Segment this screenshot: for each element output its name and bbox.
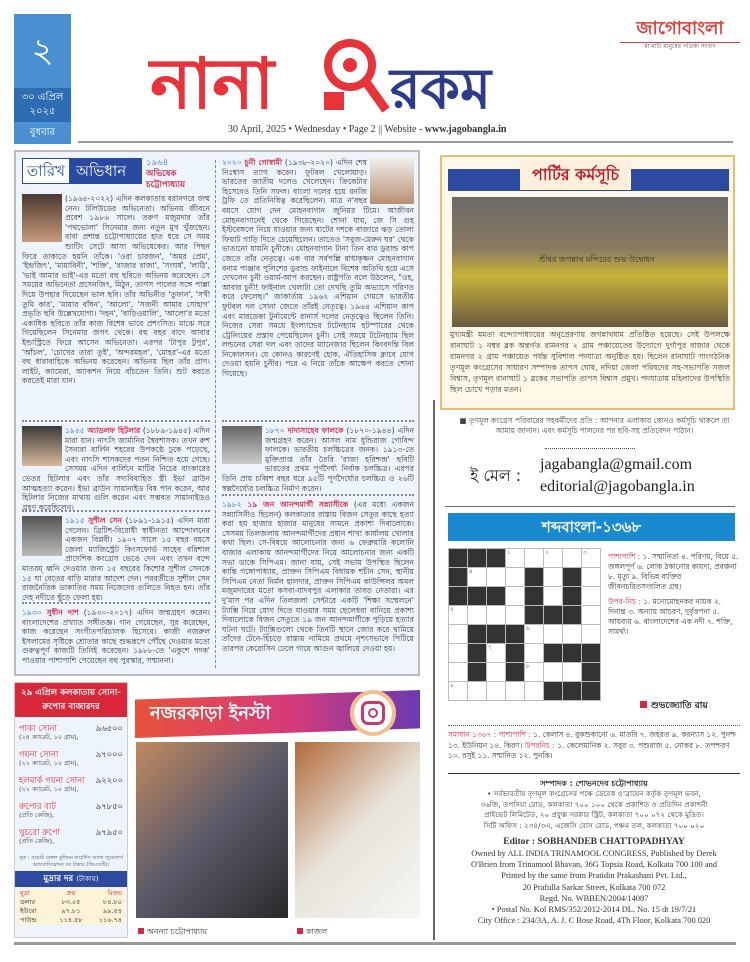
photo-float <box>367 158 414 205</box>
dateline <box>228 124 506 136</box>
imprint-line: Regd. No. WBBEN/2004/14087 <box>539 893 649 903</box>
gold-row <box>19 775 123 793</box>
crossword-cell[interactable]: ৫ <box>449 606 467 624</box>
entry-year: ১৯৪৫ <box>65 426 85 435</box>
imprint-line: • Postal No. Kol RMS/352/2012-2014 DL. No. 15 dt 19/7/21 <box>491 905 697 915</box>
entry-years: (১৮৭০-১৯৪৪) <box>346 426 395 435</box>
page-number-box <box>14 14 71 144</box>
bullet-square-icon <box>640 701 647 708</box>
crossword-black-cell <box>468 549 486 567</box>
email-label: ই মেল : <box>470 466 522 485</box>
gold-row <box>19 827 123 845</box>
crossword-cell[interactable] <box>449 625 467 643</box>
divider <box>22 510 210 512</box>
crossword-cell[interactable] <box>544 587 562 605</box>
down-clues: ১. মনোমোহনকর নায়ক ২. দিনান্ত ৩. অন্যায় আচরণ, দুর্বৃত্তপনা ৫. আয়ব্যয় ৬. বাংলাদেশের এক নদী ৭. শক্তি, সামর্থ্য। <box>608 597 733 636</box>
crossword-cell[interactable] <box>506 568 524 586</box>
cell: ডলার <box>20 898 36 906</box>
banner-text: শ্রীধর জগন্নাথ মন্দিরের শুভ উদ্বোধন <box>539 255 655 264</box>
crossword-title: শব্দবাংলা-১৩৬৮ <box>448 513 735 541</box>
imprint-line: O'Brien from Trinamool Bhavan, 36G Topsia Road, Kolkata 700 100 and <box>471 860 717 870</box>
solution-down-label: উপরনিচ : <box>524 740 555 750</box>
entry-body: (এর মধ্যে একজন সন্ন্যাসিনীও ছিলেন) কলকাতার রাস্তায় বিজন সেতুর কাছে হত্যা করা হয় হাজার হাজার মানুষের সামনে প্রকাশ্য দিবালোকে। সেসময় তিলজলায় আনন্দমার্গীদের প্রধান শাখা কার্যালয় খোলার কথা ছিল। সে-বিষয়ে আলোচনার জন্য ৬ ফেব্রুয়ারি কলোনি বাজার এলাকায় আনন্দমার্গীদের নিয়ে আলোচনার জন্য একটি সভা ডাকে সিপিএম। জানা যায়, সেই সভায় উপস্থিত ছিলেন কান্তি গঙ্গোপাধ্যায়, প্রাক্তন সিপিএম বিধায়ক শচীন সেন, স্থানীয় সিপিএম নেতা নির্মল হালদার, প্রাক্তন সিপিএম কাউন্সিলর অমল মজুমদারের মতো কসবা-যাদবপুর এলাকার তাবড় নেতারা। এর দু'মাস পর এদিন তিলজলা সেন্টারে একটি 'শিক্ষা সম্মেলনে' ট্যাক্সি নিয়ে যোগ দিতে যাওয়ার সময় ছেলেধরা বানিয়ে প্রকাশ্য দিবালোকে বিজন সেতুতে ১৯ জন আনন্দমার্গীকে পুড়িয়ে হত্যার ঘটনা ঘটে। ট্যাক্সিগুলো থেকে তিনটি স্থানে জোর করে থামিয়ে তাঁদের টেনে-হিঁচড়ে রাস্তায় নামিয়ে প্রথমে নৃশংসভাবে পিটিয়ে তারপর কেরোসিন ঢেলে গায়ে আগুন জ্বালিয়ে দেওয়া হয়। <box>222 500 414 653</box>
cell: ৮৩.০৫ <box>61 898 81 906</box>
divider <box>22 602 210 604</box>
entry-body: (১৯৬৪-২০২২) এদিন কলকাতার বরানগরে জন্ম নেন। টলিউডের অভিনেতা। অভিনয় জীবনে প্রবেশ ১৯৮৬ সালে। তরুণ মজুমদার তাঁর 'পথভোলা' সিনেমার জন্য নতুন মুখ খুঁজছেন। বাবা প্রশান্ত চট্টোপাধ্যায়ের হাত ধরে সে সময় শ্যুটিং সেটে আসা অভিষেকের। আর পিছন ফিরে তাকাতে হয়নি তাঁকে। 'ওরা চারজন', 'অমর প্রেম', 'ইন্দ্রজিৎ', 'মায়াবিনী', 'শক্তি', 'রাজার রাজা', 'সংঘর্ষ', 'লাঠি', 'ভাই আমার ভাই'-এর মতো বহু ছবিতে অভিনয় করেছেন। সে সময়ের অভিনেতা প্রসেনজিৎ, মিঠুন, তাপস পালের সঙ্গে পাল্লা দিয়ে উপহার দিয়েছেন ভাল ছবি। তাঁর অভিনীত 'তুফান', 'সখী তুমি কার', 'মায়ার বাঁধন', 'আলো', 'সজনী আমার সোহাগ' প্রভৃতি ছবি উল্লেখযোগ্য। 'দহন', 'বাড়িওয়ালি', 'আলো'র মতো একাধিক ছবিতে তাঁর কাজ বিশেষ ভাবে প্রশংসিত। মাঝে সরে গিয়েছিলেন সিনেমার জগৎ থেকে। বহু বছর বাদে আবার ইন্ডাস্ট্রিতে ফিরে আসেন অভিনেতা। এরপর 'টাপুর টুপুর', 'আঁচল', 'চোখের তারা তুই', 'অন্দরমহল', 'মোহর'-এর মতো বহু ধারাবাহিকে অভিনয় করেছেন। অভিনয় ছিল তাঁর প্রাণ। লাইট, ক্যামেরা, অ্যাকশন নিয়ে বাঁচতেন তিনি। শুট করতে করতেই মারা যান। <box>22 194 210 386</box>
crossword-cell[interactable]: ৬ <box>525 625 543 643</box>
cell: ১১৬.৭৪ <box>98 916 122 924</box>
party-caption: মুখ্যমন্ত্রী মমতা বন্দ্যোপাধ্যায়ের অনুপ্রেরণায় জগন্নাথধাম প্রতিষ্ঠিত হয়েছে। সেই উপলক্ষে রানাঘাট ১ নম্বর ব্লক অন্তর্গত রামনগর ২ গ্রাম পঞ্চায়েতের উদ্যোগে দুর্গাপুর বাজার থেকে রামনগর ২ গ্রাম পঞ্চায়েত পর্যন্ত সুবিশাল পদযাত্রা অনুষ্ঠিত হয়। ছিলেন রানাঘাট সাংগঠনিক তৃণমূল কংগ্রেসের সাধারণ সম্পাদক তাপস ঘোষ, নদিয়া জেলা পরিষদের সহ-সভাপতি সজল বিশ্বাস, তৃণমূল রানাঘাট ১ ব্লকের সভাপতি তাপস বিশ্বাস প্রমুখ। পদযাত্রায় মহিলাদের উপস্থিতি ছিল চোখে পড়ার মতন। <box>450 330 730 394</box>
item-name: খুচরো রুপো <box>19 827 60 837</box>
entry-years: (১৯৩৮-২০২০) <box>284 158 334 167</box>
currency-table <box>17 889 125 925</box>
imprint-line: • সর্বভারতীয় তৃণমূল কংগ্রেসের পক্ষে ডেরেক ও'ব্রায়েন কর্তৃক তৃণমূল ভবন, <box>487 789 701 798</box>
currency-header <box>17 889 125 898</box>
instagram-icon <box>350 690 396 736</box>
history-section-title <box>22 158 142 184</box>
crossword-cell[interactable] <box>506 606 524 624</box>
cell: ৯৭.৮১ <box>61 907 81 915</box>
brand-logo <box>620 18 740 54</box>
calendar-icon <box>324 92 344 110</box>
entry-name: সুশীল সেন <box>88 516 123 525</box>
imprint-line: Owned by ALL INDIA TRINAMOOL CONGRESS, Published by Derek <box>471 849 717 858</box>
crossword-cell[interactable]: ৯ <box>449 682 467 700</box>
entry-body: এদিন মারা যান। নাৎসি জার্মানির স্বৈরশাসক। তখন রুশ সৈন্যরা বার্লিন শহরের উপকণ্ঠে ঢুকে পড়েছে, এবং নাৎসি শাসকদের পতন নিশ্চিত হয়ে গেছে। সেসময় এদিন বার্লিনে মাটির নিচের বাংকারের ভেতর হিটলার এবং তাঁর সদ্যবিবাহিত স্ত্রী ইভা ব্রাউন আত্মহত্যা করেন। ইভা ব্রাউন সায়ানাইড বিষ পান করেন, আর হিটলার নিজের মাথায় গুলি করেন এবং সম্ভবত সায়ানাইডও গ্রহণ করেছিলেন। <box>22 426 211 512</box>
date-bengali: ৩০ এপ্রিল ২০২৫ <box>14 88 71 122</box>
caption-text: অনন্যা চট্টোপাধ্যায় <box>147 927 208 936</box>
crossword-black-cell <box>563 587 581 605</box>
entry-1870 <box>222 426 415 493</box>
entry-body: এদিন জন্মগ্রহণ করেন। আসল নাম ধুন্ডিরাজ গোবিন্দ ফালকে। ভারতীয় চলচ্চিত্রের জনক। ১৯১৩-তে মুক্তিপ্রাপ্ত তাঁর তৈরি 'রাজা হরিশ্চন্দ্র' ছবিটি ভারতের প্রথম পূর্ণদৈর্ঘ্য নির্বাক চলচ্চিত্র। এরপর তিনি প্রায় চব্বিশ বছর ধরে ৯৫টি পূর্ণদৈর্ঘ্যের চলচ্চিত্র ও ২৬টি স্বল্পদৈর্ঘ্যের চলচ্চিত্র নির্মাণ করেন। <box>222 426 415 493</box>
crossword-black-cell <box>582 644 600 662</box>
day-bengali: বুধবার <box>29 127 56 138</box>
entry-1915 <box>22 516 211 602</box>
crossword-cell[interactable]: ১ <box>506 549 524 567</box>
crossword-black-cell <box>468 625 486 643</box>
crossword-black-cell <box>468 644 486 662</box>
email-link[interactable]: jagabangla@gmail.com <box>540 456 693 473</box>
logo-text-part2: রকম <box>390 57 492 122</box>
crossword-black-cell <box>563 606 581 624</box>
insta-caption-1 <box>138 926 207 937</box>
email-block <box>470 452 740 502</box>
across-clues: ১. সম্মানিতা ৪. পরিণয়, বিয়ে ৫. জঙ্গলপূর্ণ ৬. লোক ঠকানোর কায়দা, প্রবঞ্চনা ৮. মৃত্যু ৯. বিভিন্ন ব্যক্তির জীবনচরিতসংবলিত গ্রন্থ। <box>608 552 739 591</box>
item-spec: (২২ ক্যারেট, ১০ গ্রাম), <box>19 759 79 767</box>
entry-year: ১৯৩০ <box>22 608 42 617</box>
currency-title <box>15 871 127 887</box>
divider <box>222 420 414 422</box>
title-right: অভিধান <box>70 158 142 184</box>
currency-row <box>17 916 125 925</box>
entry-body: এদিন মারা গেলেন। ব্রিটিশ-বিরোধী স্বাধীনতা আন্দোলনের একজন বিপ্লবী। ১৯০৭ সালে ১৫ বছর বয়সে জেলা ম্যাজিস্ট্রেট কিংসফোর্ড সাহেব বরিশাল প্রাদেশিক কংগ্রেস ভেঙে দেন এবং তখন বন্দে মাতরম্ ধ্বনি দেওয়ার জন্য ১৫ বছরের কিশোর সুশীল সেনকে ১৫ ঘা বেতের বাড়ি মারার আদেশ দেন। পরবর্তীতে সুশীল সেন রাজনৈতিক ডাকাতির সময় নিজেদের গুলিতে নিহত হন। তাঁর দেহ নদীতে ছুঁড়ে ফেলা হয়। <box>22 516 211 602</box>
crossword-black-cell <box>563 644 581 662</box>
item-price: ৯৬৫০০ <box>95 723 123 733</box>
entry-name: সুধীন দাশ <box>46 608 79 617</box>
header-cell: মুদ্রা <box>20 889 30 897</box>
crossword-black-cell <box>487 587 505 605</box>
entry-1964-heading <box>146 158 212 191</box>
header-cell: ক্রয় <box>66 889 76 897</box>
crossword-black-cell <box>525 587 543 605</box>
editor-bn: সম্পাদক : শোভনদেব চট্টোপাধ্যায় <box>540 779 648 788</box>
crossword-black-cell <box>544 682 562 700</box>
entry-2020 <box>222 158 414 416</box>
item-spec: (প্রতি কেজি), <box>19 811 55 819</box>
eye-magnifier-icon <box>324 43 386 110</box>
column-rule <box>433 400 435 940</box>
item-spec: (প্রতি কেজি), <box>19 837 55 845</box>
item-price: ৯৭০০০ <box>95 749 123 759</box>
gold-row <box>19 801 123 819</box>
crossword-cell[interactable]: ৭ <box>487 644 505 662</box>
insta-photo-1 <box>136 742 288 918</box>
logo-text-part1: নানা <box>150 43 275 125</box>
brand-tagline: মা মাটি মানুষের পত্রিকা সংবাদ <box>620 42 740 51</box>
crossword-cell[interactable] <box>487 682 505 700</box>
crossword-black-cell <box>449 568 467 586</box>
solution-down: ১. কেলেমানিক ২. সবুর ৩. পশুরাজ ৫. নোকর ৮. তপশ্চরণ ১০. রসুই ১১. সম্মানিত ১২. পুনকি। <box>448 740 730 760</box>
entry-year: ২০২০ <box>222 158 242 167</box>
entry-year: ১৯১৫ <box>65 516 85 525</box>
item-name: গয়না সোনা <box>19 749 59 759</box>
crossword-black-cell <box>487 625 505 643</box>
crossword-cell[interactable] <box>582 587 600 605</box>
imprint-line: ৩৬জি, তপসিয়া রোড, কলকাতা ৭০০ ১০০ থেকে প্রকাশিত ও প্রতিদিন প্রকাশনী <box>480 799 708 809</box>
crossword-black-cell <box>506 625 524 643</box>
entry-year: ১৯৬৪ <box>146 158 169 168</box>
entry-year: ১৮৭০ <box>265 426 285 435</box>
imprint-line: Printed by the same from Pratidin Prakashani Pvt. Ltd., <box>501 871 687 881</box>
cell: ৯৯.৫৪ <box>103 907 122 915</box>
crossword-cell[interactable] <box>468 682 486 700</box>
crossword-cell[interactable]: ৮ <box>525 663 543 681</box>
crossword-black-cell <box>582 663 600 681</box>
divider <box>545 448 635 449</box>
dateline-text: 30 April, 2025 • Wednesday • Page 2 || Website - <box>228 124 425 135</box>
crossword-black-cell <box>525 606 543 624</box>
crossword-cell[interactable] <box>506 587 524 605</box>
editor-en: Editor : SOBHANDEB CHATTOPADHYAY <box>503 837 685 847</box>
header-cell: বিক্রয় <box>107 889 122 897</box>
item-price: ৯৭৯৫০ <box>95 827 123 837</box>
crossword-cell[interactable] <box>544 663 562 681</box>
imprint-line: সিটি অফিস : ২৩৪/৩এ, এজেসি বোস রোড, পঞ্চম তল, কলকাতা ৭০০ ০২০ <box>483 820 705 830</box>
item-name: রুপোর বাট <box>19 801 56 811</box>
entry-years: (১৯৩০-২০১৭) <box>83 608 132 617</box>
crossword-cell[interactable] <box>449 663 467 681</box>
entry-years: (১৮৯১-১৯১৫) <box>125 516 174 525</box>
crossword-cell[interactable] <box>582 625 600 643</box>
bullet-square-icon <box>297 928 303 934</box>
section-logo <box>150 20 530 125</box>
crossword-cell[interactable] <box>544 625 562 643</box>
entry-name: অভিষেক চট্টোপাধ্যায় <box>146 169 186 190</box>
party-programme-box <box>440 155 735 410</box>
imprint-line: প্রাইভেট লিমিটেড, ২০ প্রফুল্ল সরকার স্ট্রিট, কলকাতা ৭০০ ০৭২ থেকে মুদ্রিত। <box>484 810 704 819</box>
currency-title-text: মুদ্রার দর <box>43 874 74 884</box>
crossword-cell[interactable] <box>563 549 581 567</box>
entry-name: দাদাসাহেব ফালকে <box>287 426 344 435</box>
currency-row <box>17 907 125 916</box>
crossword-grid[interactable] <box>448 548 601 701</box>
entry-years: (১৮৮৯-১৯৪৫) <box>142 426 191 435</box>
cell: ৮৪.৮০ <box>103 898 122 906</box>
crossword-cell[interactable] <box>468 606 486 624</box>
crossword-cell[interactable] <box>582 568 600 586</box>
divider <box>222 494 414 496</box>
gold-rates-box <box>14 682 128 938</box>
page-number: ২ <box>31 31 54 71</box>
entry-1945 <box>22 426 211 512</box>
divider <box>448 725 740 726</box>
cell: পাউন্ড <box>20 916 37 924</box>
crossword-black-cell <box>468 663 486 681</box>
column-divider <box>215 160 216 668</box>
item-price: ৯৭৮৫০ <box>95 801 123 811</box>
crossword-cell[interactable] <box>487 606 505 624</box>
crossword-cell[interactable] <box>525 644 543 662</box>
bottom-rule <box>14 942 736 945</box>
crossword-cell[interactable] <box>563 663 581 681</box>
crossword-clues <box>608 552 740 637</box>
imprint-line: 20 Prafulla Sarkar Street, Kolkata 700 072 <box>522 882 666 892</box>
crossword-cell[interactable]: ৪ <box>468 568 486 586</box>
crossword-cell[interactable] <box>525 549 543 567</box>
crossword-cell[interactable]: ৩ <box>582 549 600 567</box>
insta-caption-2 <box>297 926 327 937</box>
crossword-solution <box>448 730 740 762</box>
caption-text: কাজল <box>306 927 328 936</box>
crossword-black-cell <box>449 549 467 567</box>
brand-name: জাগোবাংলা <box>636 18 724 39</box>
insta-title: নজরকাড়া ইনস্টা <box>150 703 271 724</box>
entry-body: এদিন শেষ নিঃশ্বাস ত্যাগ করেন। ফুটবল খেলোয়াড়। ভারতের জাতীয় দলেও খেলেছেন। ক্রিকেটার হিসেবেও তিনি সফল। বাংলা দলের হয়ে রনজি ট্রফি তে প্রতিনিধিত্ব করেছিলেন। মাত্র ন'বছর বয়সে যোগ দেন মোহনবাগান জুনিয়র টিমে। আজীবন মোহনবাগানেই থেকে গিয়েছেন। শোনা যায়, জে সি গুহ ইস্টবেঙ্গলে নিয়ে যাওয়ার জন্য ষাটের দশকে বাজারে ঝড় তোলা ফিয়াট গাড়ি দিতে চেয়েছিলেন। তাতেও 'সবুজ-মেরুন ঘর' থেকে ভাঙানো যায়নি চুনীকে। মোহনবাগান টানা তিন বার ডুরান্ড কাপ জেতে তাঁর নেতৃত্বে। এক বার সর্বপল্লি রাধাকৃষ্ণন মোহনবাগান বনাম পাঞ্জাব পুলিশের ডুরান্ড ফাইনালে বিশেষ অতিথি হয়ে এসে দেখলেন চুনী ওয়ার্ম-আপ করছেন। রাষ্ট্রপতি বলে উঠলেন, "ওহ, আবার চুনী! ফাইনাল খেলাটা তো দেখছি তুমি অভ্যাসে পরিণত করে ফেলেছ।" জাকার্তায় ১৯৬২ এশিয়ান গেমসে ভারতীয় ফুটবল দল সোনা জেতে তাঁরই নেতৃত্বে। ১৯৬৪ এশিয়ান কাপ এবং মারডেকা টুর্নামেন্টে রানার্স দলের নেতৃত্বেও ছিলেন তিনি। নিজের সেরা সময়ে ইংল্যান্ডের টটেনহ্যাম হটস্পারের থেকে ট্রেনিংয়ের প্রস্তাব পেয়েছিলেন চুনী। সেই সময়ে টটেনহ্যাম ছিল লন্ডনের সেরা দল এবং তাদের ম্যানেজার ছিলেন কিংবদন্তি বিল নিকোলসন। যে কোনও কারণেই হোক, ঐতিহাসিক ক্লাবে যোগ দেওয়া হয়নি চুনীর। পরে এ নিয়ে তাঁকে আক্ষেপ করতে শোনা গিয়েছে। <box>222 158 414 379</box>
divider <box>445 506 735 507</box>
entry-1982 <box>222 500 414 672</box>
photo-float <box>22 516 65 557</box>
across-label: পাশাপাশি : <box>608 552 641 561</box>
crossword-cell[interactable]: ২ <box>544 549 562 567</box>
crossword-cell[interactable] <box>449 644 467 662</box>
party-title: পার্টির কর্মসূচি <box>520 160 631 190</box>
imprint-bengali <box>448 778 740 831</box>
cell: ইউরো <box>20 907 37 915</box>
crossword-cell[interactable] <box>544 568 562 586</box>
divider <box>448 773 740 774</box>
photo-float <box>22 194 65 243</box>
down-label: উপর-নিচ : <box>608 597 641 606</box>
entry-1930 <box>22 608 210 672</box>
party-notice: ■ তৃণমূল কংগ্রেস পরিবারের সহকর্মীদের প্রতি : আপনার এলাকায় কোনও কর্মসূচি থাকলে তা আমায় জানান। এবং কর্মসূচি পালনের পর ছবি-সহ প্রতিবেদন পাঠান। <box>459 416 730 435</box>
gold-row <box>19 749 123 767</box>
item-name: হলমার্ক গয়না সোনা <box>19 775 85 785</box>
item-spec: (২৪ ক্যারেট, ১০ গ্রাম), <box>19 733 79 741</box>
email-link[interactable]: editorial@jagobangla.in <box>540 478 695 495</box>
insta-photo-2 <box>295 742 420 918</box>
cell: ১১৪.৫৮ <box>59 916 83 924</box>
entry-year: ১৯৮২ <box>222 500 242 509</box>
item-spec: (২২ ক্যারেট, ১০ গ্রাম), <box>19 785 79 793</box>
bullet-square-icon <box>138 928 144 934</box>
crossword-cell[interactable] <box>487 663 505 681</box>
crossword-cell[interactable] <box>506 682 524 700</box>
crossword-black-cell <box>525 568 543 586</box>
title-left: তারিখ <box>22 158 70 184</box>
gold-title: ২৯ এপ্রিল কলকাতায় সোনা-রুপোর বাজারদর <box>15 683 127 717</box>
crossword-black-cell <box>544 644 562 662</box>
photo-float <box>222 426 265 465</box>
crossword-author <box>640 700 708 712</box>
crossword-black-cell <box>582 682 600 700</box>
party-photo <box>452 197 728 327</box>
crossword-black-cell <box>468 587 486 605</box>
crossword-black-cell <box>487 549 505 567</box>
crossword-cell[interactable] <box>487 568 505 586</box>
entry-name: অ্যাডলফ হিটলার <box>87 426 141 435</box>
crossword-cell[interactable] <box>525 682 543 700</box>
crossword-black-cell <box>563 568 581 586</box>
item-name: পাকা সোনা <box>19 723 57 733</box>
entry-1964-text <box>22 194 210 416</box>
website-link[interactable]: www.jagobangla.in <box>424 124 507 135</box>
crossword-black-cell <box>449 587 467 605</box>
solution-across: ১. কেলাস ৪. বুকশুকানো ৬. মাতরি ৭. জহরত ৯. করন্যাস ১২. পুনশ্চ ১৩. ইউনিয়ন ১৪. কিরণ। <box>448 730 737 750</box>
crossword-cell[interactable] <box>582 606 600 624</box>
entry-name: ১৯ জন আনন্দমার্গী সন্ন্যাসীকে <box>247 500 349 509</box>
photo-float <box>22 426 65 467</box>
gold-source: সূত্র : ওয়েস্ট বেঙ্গল বুলিয়ন মার্চেন্টস অ্যান্ড জুয়েলার্স অ্যাসোসিয়েশন। দর টাকায় (জিএসটি)। <box>19 855 123 868</box>
currency-unit: (টাকায়) <box>76 875 99 883</box>
crossword-black-cell <box>506 663 524 681</box>
gold-row <box>19 723 123 741</box>
entry-body: এদিন জন্মগ্রহণ করেন। বাংলাদেশের প্রখ্যাত সঙ্গীতজ্ঞ। গান গেয়েছেন, সুর করেছেন, কাজ করেছেন সংগীতপরিচালক হিসেবে। কাজী নজরুল ইসলামের সৃষ্টিকে শ্রোতার কাছে শুদ্ধরূপে পৌঁছে দেওয়ার মতো গুরুত্বপূর্ণ কাজটি তিনিই করেছেন। ১৯৮৮-তে 'একুশে পদক' পাওয়ার পাশাপাশি পেয়েছেন বহু পুরস্কার, সম্মাননা। <box>22 608 211 665</box>
imprint-line: City Office : 234/3A, A. J. C Bose Road, 4Th Floor, Kolkata 700 020 <box>477 916 711 926</box>
imprint-english <box>448 836 740 926</box>
masthead-rule <box>78 141 733 143</box>
crossword-black-cell <box>544 606 562 624</box>
crossword-black-cell <box>506 644 524 662</box>
crossword-cell[interactable] <box>563 625 581 643</box>
crossword-black-cell <box>563 682 581 700</box>
entry-name: চুনী গোস্বামী <box>244 158 282 167</box>
divider <box>22 420 210 422</box>
currency-row <box>17 898 125 907</box>
item-price: ৯২২০০ <box>95 775 123 785</box>
solution-label: সমাধান ১৩৬৭ : পাশাপাশি : <box>448 730 531 739</box>
author-name: শুভজ্যোতি রায় <box>651 701 708 711</box>
